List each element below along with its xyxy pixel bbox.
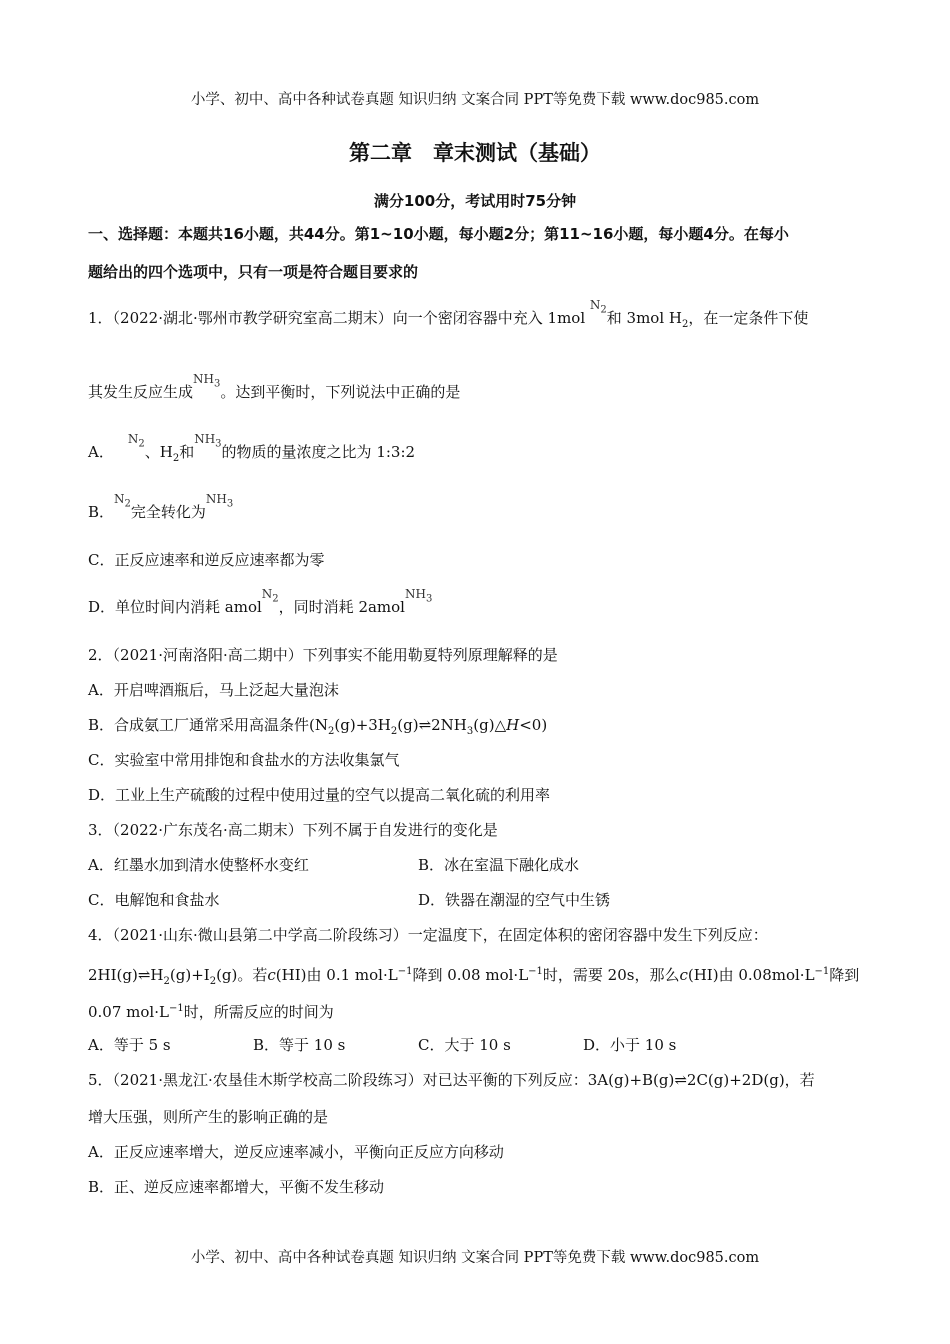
q1-option-b: B．$N_2$完全转化为$NH_3$ <box>88 502 233 528</box>
nh3-formula: $NH_3$ <box>404 587 433 605</box>
section-instructions-line1: 一、选择题：本题共16小题，共44分。第1~10小题，每小题2分；第11~16小题，每小题4分。在每小 <box>88 225 789 243</box>
q4-stem-line3: 0.07 $mol\cdot L^{-1}$时，所需反应的时间为 <box>88 1003 334 1021</box>
page-title: 第二章 章末测试（基础） <box>349 141 601 165</box>
n2-formula: $N_2$ <box>589 298 607 316</box>
page-footer: 小学、初中、高中各种试卷真题 知识归纳 文案合同 PPT等免费下载 www.doc985.com <box>190 1250 760 1266</box>
n2-formula: $N_2$ <box>114 492 131 510</box>
q4-option-a: A．等于 5 s <box>88 1036 171 1054</box>
q3-option-a: A．红墨水加到清水使整杯水变红 <box>88 856 309 874</box>
q5-option-a: A．正反应速率增大，逆反应速率减小，平衡向正反应方向移动 <box>88 1143 504 1161</box>
page-subtitle: 满分100分，考试用时75分钟 <box>373 192 577 210</box>
q1-stem-line2: 其发生反应生成$NH_3$。达到平衡时，下列说法中正确的是 <box>88 382 460 408</box>
nh3-formula: $NH_3$ <box>193 372 221 390</box>
q5-option-b: B．正、逆反应速率都增大，平衡不发生移动 <box>88 1178 385 1196</box>
q1-option-c: C．正反应速率和逆反应速率都为零 <box>88 551 325 569</box>
n2-formula: $N_2$ <box>261 587 279 605</box>
q5-stem-line1: 5．（2021·黑龙江·农垦佳木斯学校高二阶段练习）对已达平衡的下列反应：3A(g)+B(g)⇌2C(g)+2D(g)，若 <box>88 1071 815 1089</box>
q3-stem: 3．（2022·广东茂名·高二期末）下列不属于自发进行的变化是 <box>88 821 498 839</box>
q2-option-c: C．实验室中常用排饱和食盐水的方法收集氯气 <box>88 751 400 769</box>
q4-stem-line1: 4．（2021·山东·微山县第二中学高二阶段练习）一定温度下，在固定体积的密闭容器中发生下列反应： <box>88 926 768 944</box>
q2-stem: 2．（2021·河南洛阳·高二期中）下列事实不能用勒夏特列原理解释的是 <box>88 646 558 664</box>
q4-stem-line2: $2HI(g)\rightleftharpoons H_2(g)+I_2(g)$。若c(HI)由 0.1 $mol\cdot L^{-1}$降到 0.08 $mol\cdot L^{-1}$时，需要 20s，那么c(HI)由 $0.08mol\cdot L^{-1}$降到 <box>88 966 860 987</box>
nh3-formula: $NH_3$ <box>205 492 234 510</box>
q2-option-d: D．工业上生产硫酸的过程中使用过量的空气以提高二氧化硫的利用率 <box>88 786 551 804</box>
q2-option-b: B．合成氨工厂通常采用高温条件$(N_2(g)+3H_2(g)\rightleftharpoons 2NH_3(g)\triangle H<0)$ <box>88 716 548 737</box>
n2-formula: $N_2$ <box>127 432 145 450</box>
q4-option-b: B．等于 10 s <box>253 1036 346 1054</box>
q5-stem-line2: 增大压强，则所产生的影响正确的是 <box>88 1108 329 1126</box>
q1-option-d: D．单位时间内消耗 amolN$_2$，同时消耗 2amolNH$_3$ <box>88 597 432 623</box>
q4-option-d: D．小于 10 s <box>583 1036 677 1054</box>
section-instructions-line2: 题给出的四个选项中，只有一项是符合题目要求的 <box>88 263 419 281</box>
q2-option-a: A．开启啤酒瓶后，马上泛起大量泡沫 <box>88 681 339 699</box>
q3-option-d: D．铁器在潮湿的空气中生锈 <box>418 891 611 909</box>
q3-option-c: C．电解饱和食盐水 <box>88 891 220 909</box>
page-header: 小学、初中、高中各种试卷真题 知识归纳 文案合同 PPT等免费下载 www.doc985.com <box>190 92 760 108</box>
q4-option-c: C．大于 10 s <box>418 1036 511 1054</box>
q1-stem-line1: 1．（2022·湖北·鄂州市教学研究室高二期末）向一个密闭容器中充入 1mol $N_2$和 3mol $H_2$，在一定条件下使 <box>88 308 808 335</box>
q1-option-a: A．$N_2$、$H_2$和$NH_3$的物质的量浓度之比为 1:3:2 <box>88 442 415 469</box>
nh3-formula: $NH_3$ <box>194 432 222 450</box>
q3-option-b: B．冰在室温下融化成水 <box>418 856 580 874</box>
